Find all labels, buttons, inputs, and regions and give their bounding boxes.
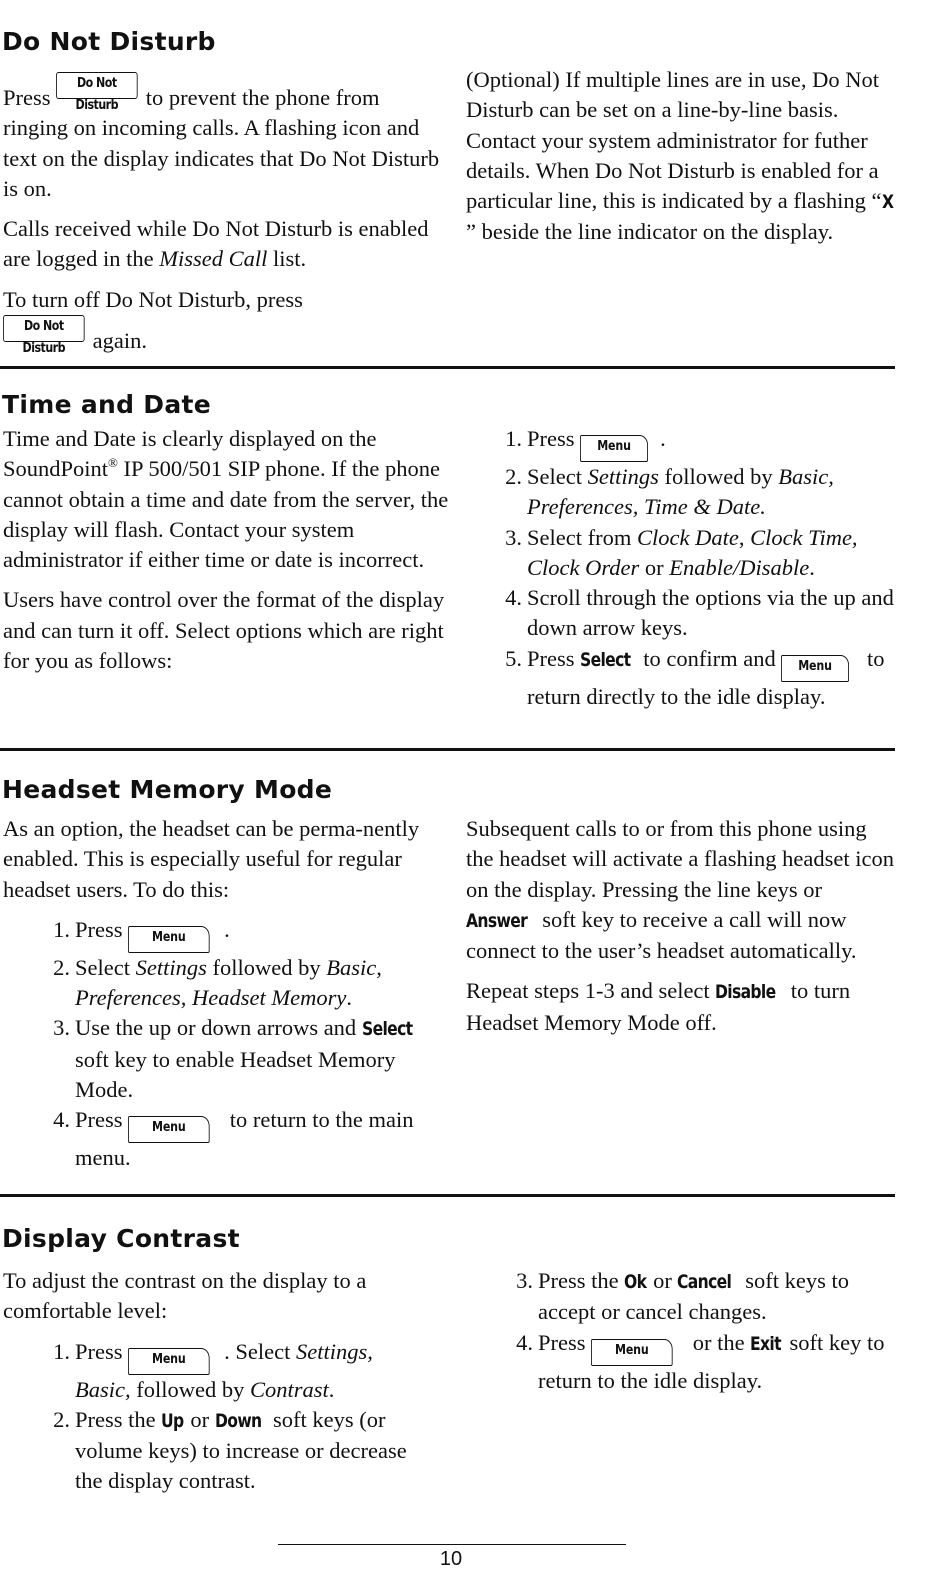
dc-steps-list-a [53, 1337, 433, 1497]
section-title-time-and-date: Time and Date [2, 390, 212, 419]
dc-intro: To adjust the contrast on the display to a comfortable level: [3, 1268, 367, 1324]
footer-rule [278, 1544, 626, 1545]
list-item: 2. Press the Up or Down soft keys (or volume keys) to increase or decrease the display contrast. [53, 1406, 407, 1494]
section-title-display-contrast: Display Contrast [2, 1224, 240, 1253]
dnd-optional-paragraph: (Optional) If multiple lines are in use, Do Not Disturb can be set on a line-by-line basis. Contact your system administrator for futher details. When Do Not Disturb is enabled for a particular line, this is indicated by a flashing “X” beside the line indicator on the display. [466, 67, 893, 245]
td-steps-column [505, 424, 897, 712]
list-item: 2. Select Settings followed by Basic, Preferences, Time & Date. [505, 464, 834, 520]
list-item: 2. Select Settings followed by Basic, Preferences, Headset Memory. [53, 954, 382, 1011]
list-item: 5. Press Select to confirm and Menu to return directly to the idle display. [505, 645, 885, 709]
down-softkey-label: Down [214, 1409, 262, 1432]
menu-key: Menu [781, 655, 849, 682]
list-item: 3. Press the Ok or Cancel soft keys to accept or cancel changes. [516, 1268, 849, 1325]
exit-softkey-label: Exit [750, 1332, 782, 1355]
cancel-softkey-label: Cancel [677, 1271, 732, 1293]
line-x-indicator: X [881, 191, 893, 214]
dnd-left-column [3, 72, 443, 356]
dc-left-column [3, 1266, 433, 1497]
menu-key: Menu [128, 1348, 210, 1375]
do-not-disturb-key: Do Not Disturb [56, 72, 138, 99]
menu-key: Menu [128, 1116, 210, 1143]
td-steps-list [505, 424, 897, 712]
list-item: 3. Use the up or down arrows and Select soft key to enable Headset Memory Mode. [53, 1015, 413, 1103]
dc-steps-list-b [516, 1266, 898, 1396]
dnd-paragraph-2: Calls received while Do Not Disturb is enabled are logged in the Missed Call list. [3, 216, 429, 272]
select-softkey-label: Select [580, 648, 631, 671]
list-item: 3. Select from Clock Date, Clock Time, Clock Order or Enable/Disable. [505, 524, 858, 580]
hm-right-paragraph-1: Subsequent calls to or from this phone using the headset will activate a flashing headset icon on the display. Pressing the line keys or Answer soft key to receive a call will now connect to the user’s headset automatically. [466, 816, 894, 964]
section-divider [0, 748, 895, 751]
hm-right-column [466, 814, 896, 1038]
menu-key: Menu [128, 926, 210, 953]
hm-intro: As an option, the headset can be perma-nently enabled. This is especially useful for regular headset users. To do this: [3, 816, 420, 902]
td-paragraph-1: Time and Date is clearly displayed on the SoundPoint® IP 500/501 SIP phone. If the phone cannot obtain a time and date from the server, the display will flash. Contact your system administrator if either time or date is incorrect. [3, 426, 449, 573]
do-not-disturb-key: Do Not Disturb [3, 315, 85, 342]
section-divider [0, 366, 895, 369]
dc-right-column [516, 1266, 898, 1396]
dnd-right-column [466, 65, 896, 248]
up-softkey-label: Up [161, 1409, 184, 1432]
list-item: 4. Press Menu or the Exit soft key to return to the idle display. [516, 1329, 885, 1393]
section-divider [0, 1194, 895, 1197]
hm-left-column [3, 814, 423, 1174]
select-softkey-label: Select [361, 1018, 413, 1041]
dnd-paragraph-3: To turn off Do Not Disturb, press Do Not Disturb again. [3, 286, 303, 357]
section-title-headset-memory-mode: Headset Memory Mode [2, 775, 333, 804]
hm-steps-list [53, 915, 423, 1174]
hm-right-paragraph-2: Repeat steps 1-3 and select Disable to turn Headset Memory Mode off. [466, 978, 851, 1035]
list-item: 4. Scroll through the options via the up and down arrow keys. [505, 585, 894, 641]
section-title-do-not-disturb: Do Not Disturb [2, 27, 216, 56]
td-left-column [3, 424, 458, 676]
ok-softkey-label: Ok [624, 1271, 647, 1293]
answer-softkey-label: Answer [466, 909, 528, 932]
list-item: 1. Press Menu . [527, 424, 897, 462]
page-number: 10 [439, 1548, 463, 1570]
list-item: 4. Press Menu to return to the main menu. [53, 1107, 414, 1171]
list-item: 1. Press Menu . Select Settings, Basic, followed by Contrast. [53, 1338, 373, 1402]
td-paragraph-2: Users have control over the format of the display and can turn it off. Select options which are right for you as follows: [3, 587, 445, 674]
menu-key: Menu [580, 435, 648, 462]
dnd-paragraph-1: Press Do Not Disturb to prevent the phone from ringing on incoming calls. A flashing icon and text on the display indicates that Do Not Disturb is on. [3, 72, 443, 204]
list-item: 1. Press Menu . [75, 915, 423, 953]
disable-softkey-label: Disable [715, 981, 776, 1004]
menu-key: Menu [591, 1339, 673, 1366]
